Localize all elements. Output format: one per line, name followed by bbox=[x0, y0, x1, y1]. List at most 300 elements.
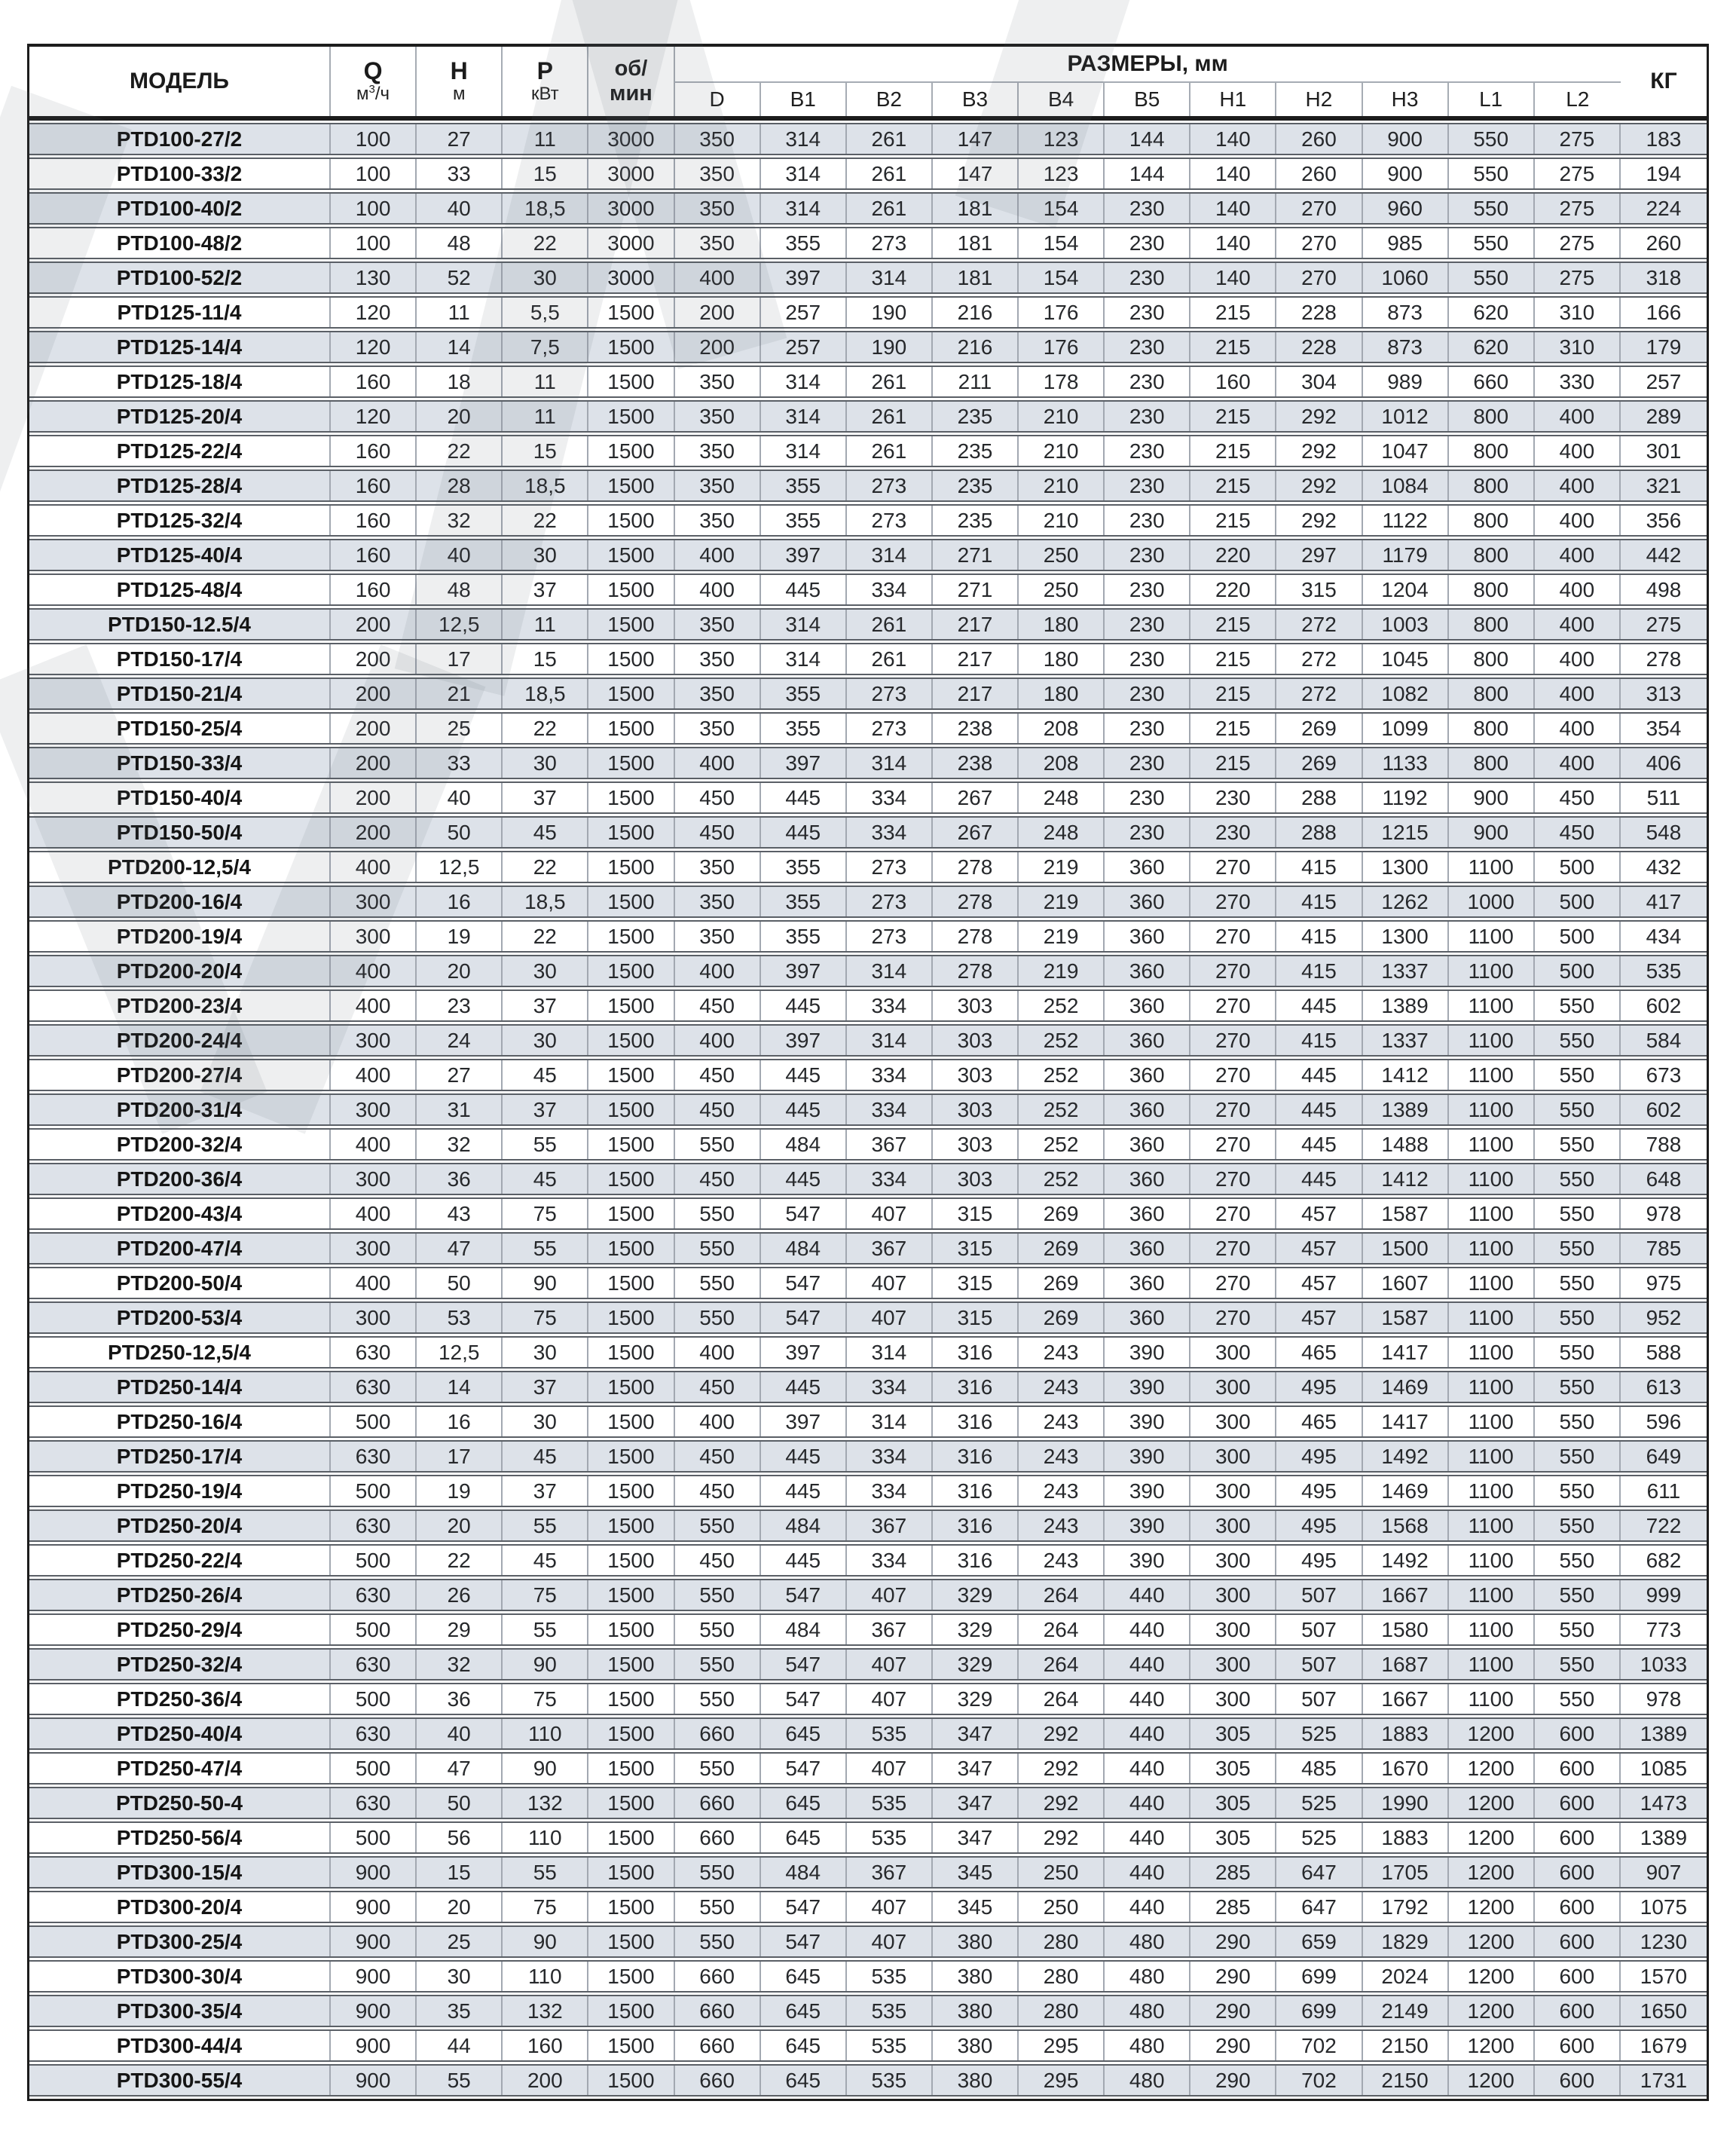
table-row bbox=[29, 227, 1707, 259]
cell-value: 547 bbox=[761, 1268, 847, 1298]
cell-value: 215 bbox=[1190, 610, 1276, 639]
cell-value: 350 bbox=[675, 471, 761, 500]
cell-value: 292 bbox=[1276, 471, 1362, 500]
cell-value: 278 bbox=[933, 852, 1019, 882]
cell-value: 699 bbox=[1276, 1996, 1362, 2026]
cell-value: 1500 bbox=[588, 714, 674, 743]
cell-value: 230 bbox=[1105, 575, 1190, 604]
table-row bbox=[29, 1336, 1707, 1369]
cell-value: 303 bbox=[933, 1095, 1019, 1124]
cell-value: 1100 bbox=[1449, 1407, 1535, 1436]
cell-value: 219 bbox=[1019, 956, 1105, 986]
cell-value: 292 bbox=[1276, 402, 1362, 431]
cell-value: 280 bbox=[1019, 1996, 1105, 2026]
cell-value: 230 bbox=[1105, 402, 1190, 431]
table-row bbox=[29, 1891, 1707, 1923]
cell-value: 550 bbox=[675, 1650, 761, 1679]
cell-value: 300 bbox=[331, 1026, 417, 1055]
header-weight bbox=[1621, 47, 1707, 116]
cell-value: 480 bbox=[1105, 1927, 1190, 1956]
cell-value: 1100 bbox=[1449, 1199, 1535, 1228]
cell-value: 181 bbox=[933, 194, 1019, 223]
cell-value: 400 bbox=[331, 1060, 417, 1090]
cell-value: 215 bbox=[1190, 679, 1276, 708]
cell-value: 210 bbox=[1019, 506, 1105, 535]
cell-value: 400 bbox=[675, 263, 761, 292]
cell-value: 360 bbox=[1105, 991, 1190, 1020]
cell-value: 140 bbox=[1190, 124, 1276, 154]
cell-value: 1100 bbox=[1449, 1338, 1535, 1367]
cell-value: 270 bbox=[1190, 1164, 1276, 1194]
cell-value: 400 bbox=[1535, 575, 1621, 604]
cell-value: 975 bbox=[1646, 1271, 1682, 1295]
cell-value: 271 bbox=[933, 540, 1019, 570]
cell-value: 407 bbox=[847, 1892, 933, 1922]
cell-value: 273 bbox=[847, 506, 933, 535]
cell-value: 800 bbox=[1449, 402, 1535, 431]
cell-value: 228 bbox=[1276, 298, 1362, 327]
cell-value: 314 bbox=[761, 644, 847, 674]
table-row bbox=[29, 1787, 1707, 1819]
cell-value: 257 bbox=[761, 332, 847, 362]
cell-model: PTD200-24/4 bbox=[29, 1026, 331, 1055]
cell-value: 22 bbox=[503, 922, 588, 951]
cell-model: PTD200-43/4 bbox=[29, 1199, 331, 1228]
cell-value: 120 bbox=[331, 332, 417, 362]
cell-value: 400 bbox=[1535, 748, 1621, 778]
cell-value: 300 bbox=[1190, 1650, 1276, 1679]
cell-value: 19 bbox=[417, 922, 503, 951]
cell-value: 3000 bbox=[588, 263, 674, 292]
cell-value: 25 bbox=[417, 714, 503, 743]
cell-value: 407 bbox=[847, 1580, 933, 1610]
cell-value: 228 bbox=[1276, 332, 1362, 362]
cell-value: 400 bbox=[331, 956, 417, 986]
cell-value: 550 bbox=[1535, 1026, 1621, 1055]
cell-value: 390 bbox=[1105, 1546, 1190, 1575]
cell-model: PTD125-22/4 bbox=[29, 436, 331, 466]
cell-value: 1488 bbox=[1363, 1130, 1449, 1159]
cell-value: 267 bbox=[933, 818, 1019, 847]
table-row bbox=[29, 1509, 1707, 1542]
cell-value: 800 bbox=[1449, 540, 1535, 570]
cell-value: 2150 bbox=[1363, 2066, 1449, 2095]
cell-value: 215 bbox=[1190, 436, 1276, 466]
cell-value: 630 bbox=[331, 1788, 417, 1818]
cell-value: 350 bbox=[675, 679, 761, 708]
cell-value: 1179 bbox=[1363, 540, 1449, 570]
cell-value: 480 bbox=[1105, 1996, 1190, 2026]
cell-value: 500 bbox=[331, 1754, 417, 1783]
cell-value: 1667 bbox=[1363, 1580, 1449, 1610]
cell-value: 400 bbox=[1535, 644, 1621, 674]
cell-value: 11 bbox=[503, 367, 588, 396]
cell-value: 40 bbox=[417, 783, 503, 812]
cell-value: 261 bbox=[847, 194, 933, 223]
cell-value: 1500 bbox=[588, 367, 674, 396]
cell-value: 547 bbox=[761, 1580, 847, 1610]
cell-model: PTD200-19/4 bbox=[29, 922, 331, 951]
cell-value: 27 bbox=[417, 124, 503, 154]
cell-value: 243 bbox=[1019, 1476, 1105, 1506]
cell-value: 550 bbox=[1535, 1338, 1621, 1367]
cell-value: 17 bbox=[417, 1442, 503, 1471]
cell-value: 272 bbox=[1276, 644, 1362, 674]
cell-value: 275 bbox=[1535, 263, 1621, 292]
cell-value: 252 bbox=[1019, 1095, 1105, 1124]
cell-value: 75 bbox=[503, 1199, 588, 1228]
cell-value: 200 bbox=[331, 644, 417, 674]
cell-value: 1500 bbox=[588, 818, 674, 847]
cell-value: 300 bbox=[1190, 1372, 1276, 1402]
cell-value: 314 bbox=[847, 1338, 933, 1367]
table-row bbox=[29, 1544, 1707, 1577]
cell-value: 50 bbox=[417, 1788, 503, 1818]
cell-model: PTD250-19/4 bbox=[29, 1476, 331, 1506]
table-row bbox=[29, 643, 1707, 675]
cell-value: 230 bbox=[1105, 610, 1190, 639]
cell-value: 270 bbox=[1276, 228, 1362, 258]
cell-value: 600 bbox=[1535, 1892, 1621, 1922]
cell-value: 440 bbox=[1105, 1788, 1190, 1818]
cell-value: 450 bbox=[675, 1164, 761, 1194]
cell-value: 507 bbox=[1276, 1684, 1362, 1714]
cell-value: 216 bbox=[933, 298, 1019, 327]
header-size-D: D bbox=[675, 83, 761, 116]
cell-value: 304 bbox=[1276, 367, 1362, 396]
cell-value: 400 bbox=[1535, 714, 1621, 743]
cell-value: 273 bbox=[847, 922, 933, 951]
cell-value: 216 bbox=[933, 332, 1019, 362]
cell-value: 334 bbox=[847, 1060, 933, 1090]
cell-value: 407 bbox=[847, 1268, 933, 1298]
cell-value: 400 bbox=[1535, 610, 1621, 639]
cell-value: 1500 bbox=[588, 1962, 674, 1991]
cell-value: 1500 bbox=[588, 436, 674, 466]
table-row bbox=[29, 469, 1707, 502]
cell-value: 660 bbox=[675, 1719, 761, 1748]
cell-value: 484 bbox=[761, 1511, 847, 1540]
cell-value: 360 bbox=[1105, 1303, 1190, 1332]
cell-value: 434 bbox=[1646, 924, 1682, 948]
cell-value: 278 bbox=[933, 956, 1019, 986]
cell-value: 1500 bbox=[588, 991, 674, 1020]
cell-value: 511 bbox=[1646, 785, 1681, 809]
cell-value: 27 bbox=[417, 1060, 503, 1090]
cell-value: 465 bbox=[1276, 1338, 1362, 1367]
cell-value: 270 bbox=[1190, 956, 1276, 986]
cell-value: 300 bbox=[331, 1234, 417, 1263]
cell-value: 1500 bbox=[588, 1546, 674, 1575]
cell-value: 1492 bbox=[1363, 1442, 1449, 1471]
cell-value: 314 bbox=[847, 1026, 933, 1055]
cell-value: 252 bbox=[1019, 1026, 1105, 1055]
table-row bbox=[29, 331, 1707, 363]
cell-value: 33 bbox=[417, 159, 503, 188]
cell-value: 800 bbox=[1449, 575, 1535, 604]
cell-model: PTD100-27/2 bbox=[29, 124, 331, 154]
cell-model: PTD200-50/4 bbox=[29, 1268, 331, 1298]
cell-value: 1045 bbox=[1363, 644, 1449, 674]
cell-value: 292 bbox=[1276, 436, 1362, 466]
cell-value: 1100 bbox=[1449, 1372, 1535, 1402]
cell-value: 314 bbox=[761, 367, 847, 396]
cell-value: 550 bbox=[1449, 194, 1535, 223]
cell-value: 18,5 bbox=[503, 887, 588, 916]
cell-value: 180 bbox=[1019, 644, 1105, 674]
cell-value: 500 bbox=[331, 1407, 417, 1436]
cell-value: 600 bbox=[1535, 1754, 1621, 1783]
cell-value: 217 bbox=[933, 644, 1019, 674]
cell-value: 300 bbox=[1190, 1615, 1276, 1644]
cell-value: 1100 bbox=[1449, 991, 1535, 1020]
cell-value: 35 bbox=[417, 1996, 503, 2026]
cell-value: 400 bbox=[1535, 679, 1621, 708]
cell-value: 297 bbox=[1276, 540, 1362, 570]
cell-value: 485 bbox=[1276, 1754, 1362, 1783]
cell-value: 500 bbox=[1535, 852, 1621, 882]
cell-value: 315 bbox=[933, 1234, 1019, 1263]
header-power-unit: кВт bbox=[530, 83, 559, 104]
cell-value: 450 bbox=[675, 1476, 761, 1506]
cell-value: 3000 bbox=[588, 228, 674, 258]
cell-value: 47 bbox=[417, 1754, 503, 1783]
cell-value: 400 bbox=[675, 1026, 761, 1055]
table-row bbox=[29, 781, 1707, 814]
cell-value: 1100 bbox=[1449, 1303, 1535, 1332]
cell-model: PTD200-27/4 bbox=[29, 1060, 331, 1090]
cell-value: 30 bbox=[503, 956, 588, 986]
cell-value: 300 bbox=[1190, 1338, 1276, 1367]
cell-value: 400 bbox=[331, 1268, 417, 1298]
cell-value: 272 bbox=[1276, 679, 1362, 708]
cell-value: 550 bbox=[1535, 1199, 1621, 1228]
cell-value: 270 bbox=[1190, 991, 1276, 1020]
cell-value: 160 bbox=[331, 436, 417, 466]
cell-value: 22 bbox=[503, 506, 588, 535]
cell-value: 215 bbox=[1190, 402, 1276, 431]
cell-value: 140 bbox=[1190, 194, 1276, 223]
cell-value: 630 bbox=[331, 1650, 417, 1679]
cell-value: 1500 bbox=[588, 956, 674, 986]
cell-value: 1500 bbox=[588, 748, 674, 778]
cell-value: 397 bbox=[761, 956, 847, 986]
cell-value: 649 bbox=[1646, 1444, 1682, 1468]
cell-value: 356 bbox=[1646, 508, 1682, 532]
cell-value: 645 bbox=[761, 2066, 847, 2095]
cell-value: 1500 bbox=[588, 922, 674, 951]
cell-model: PTD200-53/4 bbox=[29, 1303, 331, 1332]
cell-value: 160 bbox=[1190, 367, 1276, 396]
cell-value: 440 bbox=[1105, 1719, 1190, 1748]
cell-value: 345 bbox=[933, 1892, 1019, 1922]
cell-value: 550 bbox=[1535, 1303, 1621, 1332]
cell-value: 160 bbox=[331, 575, 417, 604]
table-row bbox=[29, 1475, 1707, 1507]
cell-value: 440 bbox=[1105, 1823, 1190, 1852]
cell-value: 260 bbox=[1276, 159, 1362, 188]
cell-value: 647 bbox=[1276, 1892, 1362, 1922]
cell-value: 507 bbox=[1276, 1580, 1362, 1610]
cell-value: 1500 bbox=[588, 1823, 674, 1852]
cell-value: 630 bbox=[331, 1511, 417, 1540]
cell-model: PTD125-48/4 bbox=[29, 575, 331, 604]
cell-value: 1100 bbox=[1449, 1095, 1535, 1124]
cell-value: 1200 bbox=[1449, 2031, 1535, 2060]
cell-value: 90 bbox=[503, 1650, 588, 1679]
cell-value: 120 bbox=[331, 402, 417, 431]
cell-value: 220 bbox=[1190, 575, 1276, 604]
cell-value: 252 bbox=[1019, 1130, 1105, 1159]
cell-value: 248 bbox=[1019, 818, 1105, 847]
cell-value: 300 bbox=[331, 922, 417, 951]
cell-value: 270 bbox=[1276, 194, 1362, 223]
cell-value: 334 bbox=[847, 1095, 933, 1124]
cell-value: 230 bbox=[1105, 332, 1190, 362]
cell-value: 270 bbox=[1190, 887, 1276, 916]
cell-value: 1500 bbox=[588, 1858, 674, 1887]
cell-value: 1262 bbox=[1363, 887, 1449, 916]
cell-value: 22 bbox=[417, 1546, 503, 1575]
cell-value: 445 bbox=[761, 575, 847, 604]
cell-value: 445 bbox=[761, 818, 847, 847]
cell-value: 160 bbox=[331, 471, 417, 500]
cell-value: 450 bbox=[675, 783, 761, 812]
cell-value: 217 bbox=[933, 610, 1019, 639]
cell-value: 450 bbox=[675, 1372, 761, 1402]
table-row bbox=[29, 1752, 1707, 1785]
cell-value: 960 bbox=[1363, 194, 1449, 223]
table-row bbox=[29, 365, 1707, 398]
header-model-label: МОДЕЛЬ bbox=[130, 69, 229, 93]
cell-value: 647 bbox=[1276, 1858, 1362, 1887]
table-row bbox=[29, 123, 1707, 155]
cell-value: 144 bbox=[1105, 124, 1190, 154]
cell-value: 525 bbox=[1276, 1719, 1362, 1748]
cell-value: 547 bbox=[761, 1754, 847, 1783]
cell-value: 547 bbox=[761, 1303, 847, 1332]
cell-value: 1500 bbox=[588, 471, 674, 500]
cell-value: 200 bbox=[331, 714, 417, 743]
cell-value: 355 bbox=[761, 922, 847, 951]
cell-value: 300 bbox=[1190, 1511, 1276, 1540]
cell-value: 415 bbox=[1276, 956, 1362, 986]
cell-value: 440 bbox=[1105, 1754, 1190, 1783]
cell-value: 334 bbox=[847, 1164, 933, 1194]
cell-value: 18,5 bbox=[503, 194, 588, 223]
table-row bbox=[29, 1648, 1707, 1681]
cell-value: 310 bbox=[1535, 332, 1621, 362]
header-sizes-label: РАЗМЕРЫ, мм bbox=[1067, 51, 1228, 76]
cell-value: 407 bbox=[847, 1199, 933, 1228]
cell-value: 18,5 bbox=[503, 471, 588, 500]
cell-model: PTD200-16/4 bbox=[29, 887, 331, 916]
cell-value: 415 bbox=[1276, 887, 1362, 916]
cell-value: 334 bbox=[847, 575, 933, 604]
cell-value: 140 bbox=[1190, 159, 1276, 188]
cell-value: 315 bbox=[1276, 575, 1362, 604]
cell-value: 547 bbox=[761, 1892, 847, 1922]
cell-model: PTD300-30/4 bbox=[29, 1962, 331, 1991]
cell-value: 215 bbox=[1190, 714, 1276, 743]
cell-value: 270 bbox=[1190, 1303, 1276, 1332]
cell-value: 183 bbox=[1646, 127, 1682, 151]
cell-value: 390 bbox=[1105, 1476, 1190, 1506]
cell-value: 600 bbox=[1535, 2066, 1621, 2095]
cell-value: 261 bbox=[847, 610, 933, 639]
cell-value: 350 bbox=[675, 644, 761, 674]
cell-value: 367 bbox=[847, 1511, 933, 1540]
cell-value: 800 bbox=[1449, 748, 1535, 778]
table-row bbox=[29, 608, 1707, 641]
cell-value: 1389 bbox=[1640, 1825, 1688, 1849]
cell-value: 1500 bbox=[1363, 1234, 1449, 1263]
cell-value: 355 bbox=[761, 471, 847, 500]
header-sizes-group bbox=[675, 47, 1621, 83]
cell-value: 1568 bbox=[1363, 1511, 1449, 1540]
cell-value: 316 bbox=[933, 1546, 1019, 1575]
cell-value: 190 bbox=[847, 332, 933, 362]
cell-value: 1100 bbox=[1449, 1234, 1535, 1263]
cell-value: 290 bbox=[1190, 1996, 1276, 2026]
cell-value: 90 bbox=[503, 1754, 588, 1783]
cell-value: 550 bbox=[675, 1684, 761, 1714]
cell-value: 314 bbox=[761, 194, 847, 223]
cell-value: 43 bbox=[417, 1199, 503, 1228]
header-size-H1: H1 bbox=[1190, 83, 1276, 116]
cell-value: 315 bbox=[933, 1199, 1019, 1228]
cell-value: 1500 bbox=[588, 1788, 674, 1818]
cell-value: 550 bbox=[1535, 1234, 1621, 1263]
cell-value: 230 bbox=[1105, 228, 1190, 258]
cell-model: PTD200-12,5/4 bbox=[29, 852, 331, 882]
cell-value: 208 bbox=[1019, 714, 1105, 743]
cell-value: 260 bbox=[1276, 124, 1362, 154]
cell-value: 230 bbox=[1190, 818, 1276, 847]
cell-value: 900 bbox=[331, 1892, 417, 1922]
cell-value: 1389 bbox=[1363, 991, 1449, 1020]
table-row bbox=[29, 747, 1707, 779]
cell-value: 400 bbox=[675, 540, 761, 570]
cell-value: 1300 bbox=[1363, 922, 1449, 951]
cell-value: 257 bbox=[1646, 369, 1682, 393]
cell-value: 550 bbox=[1535, 1372, 1621, 1402]
cell-value: 147 bbox=[933, 124, 1019, 154]
cell-value: 440 bbox=[1105, 1615, 1190, 1644]
cell-value: 300 bbox=[331, 1303, 417, 1332]
cell-value: 525 bbox=[1276, 1823, 1362, 1852]
cell-model: PTD200-36/4 bbox=[29, 1164, 331, 1194]
cell-value: 445 bbox=[761, 1060, 847, 1090]
cell-value: 1215 bbox=[1363, 818, 1449, 847]
cell-value: 407 bbox=[847, 1684, 933, 1714]
cell-value: 1200 bbox=[1449, 1962, 1535, 1991]
cell-value: 154 bbox=[1019, 194, 1105, 223]
cell-value: 19 bbox=[417, 1476, 503, 1506]
cell-value: 1500 bbox=[588, 1754, 674, 1783]
cell-value: 252 bbox=[1019, 1164, 1105, 1194]
cell-value: 303 bbox=[933, 1164, 1019, 1194]
table-row bbox=[29, 400, 1707, 433]
cell-value: 260 bbox=[1646, 231, 1682, 255]
cell-value: 550 bbox=[675, 1615, 761, 1644]
cell-value: 11 bbox=[417, 298, 503, 327]
cell-value: 800 bbox=[1449, 714, 1535, 743]
cell-value: 397 bbox=[761, 263, 847, 292]
cell-value: 550 bbox=[1535, 1442, 1621, 1471]
cell-value: 55 bbox=[503, 1234, 588, 1263]
header-rpm-line2: мин bbox=[610, 81, 653, 106]
